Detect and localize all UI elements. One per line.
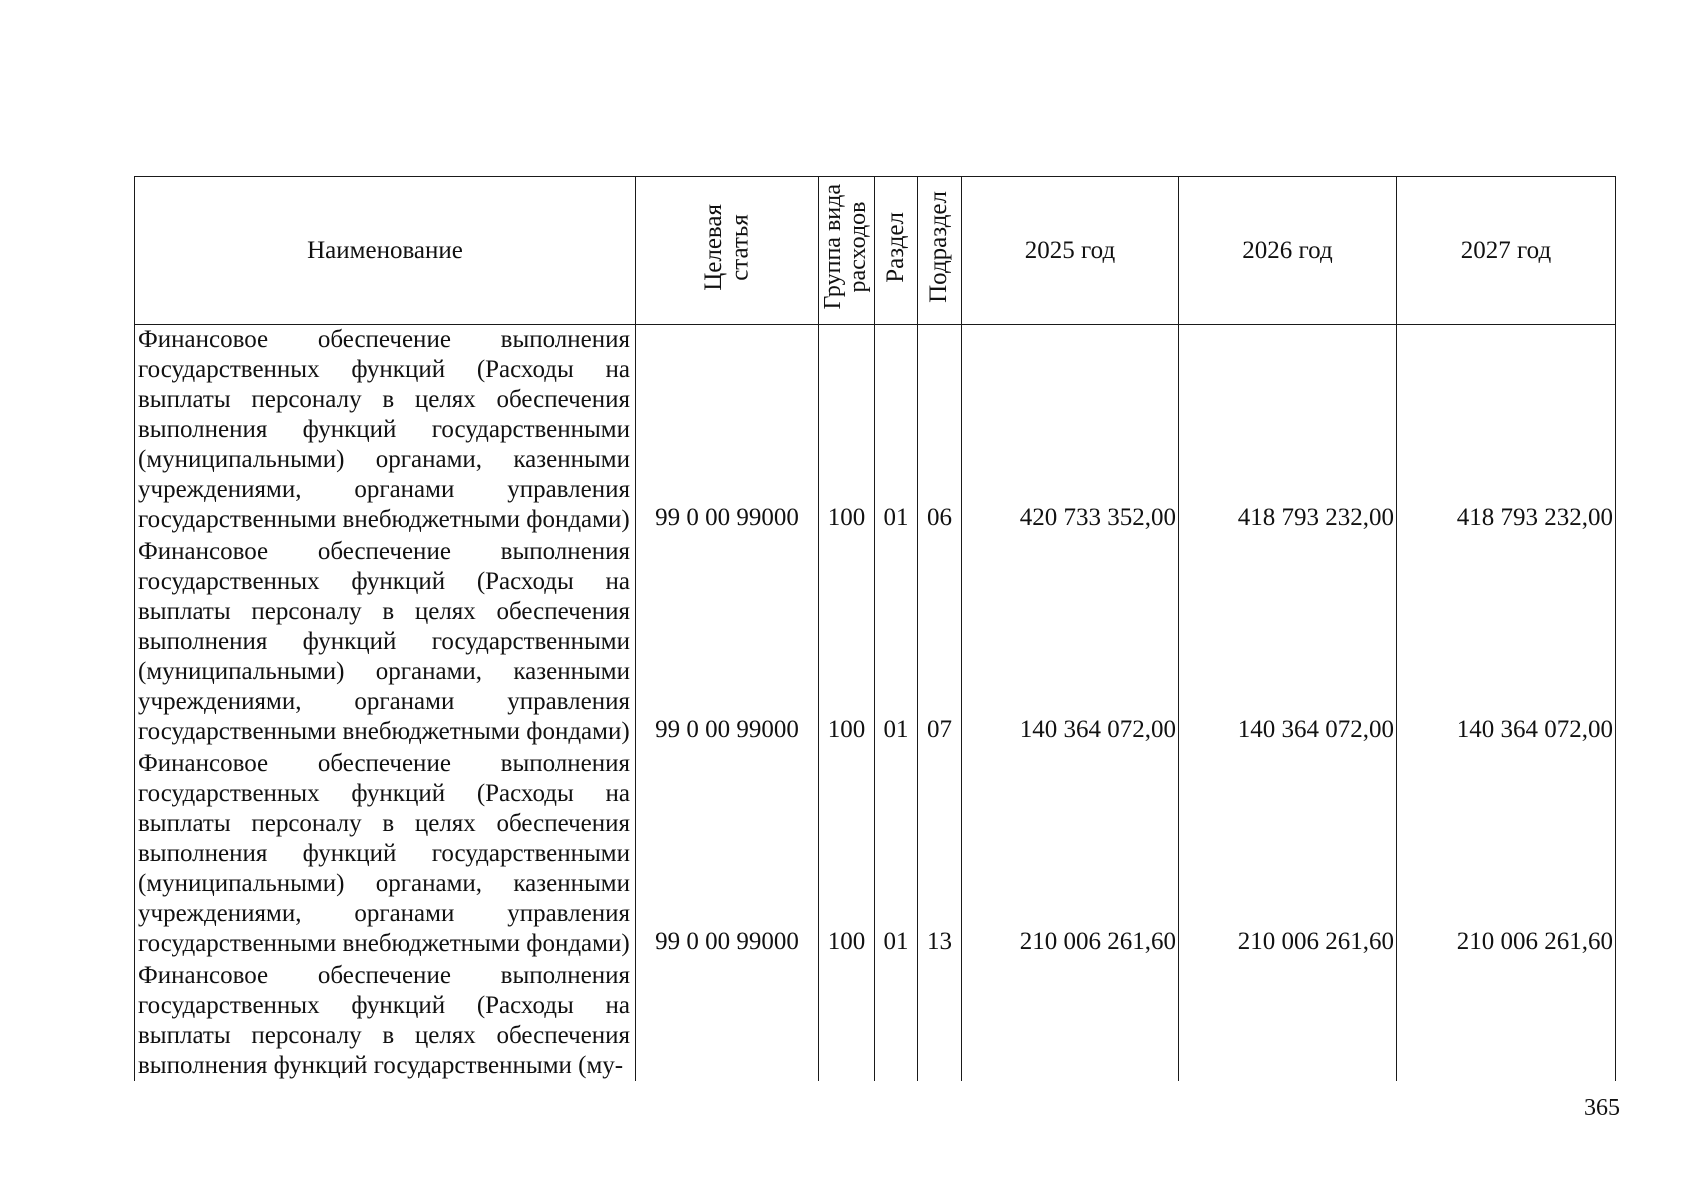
row-section [875, 961, 918, 1081]
table-row [135, 749, 1616, 961]
row-expense-group [819, 961, 875, 1081]
header-year-2027: 2027 год [1397, 177, 1616, 325]
row-year-2025: 210 006 261,60 [962, 749, 1179, 961]
row-section: 01 [875, 749, 918, 961]
row-year-2027: 140 364 072,00 [1397, 537, 1616, 749]
row-name: Финансовое обеспечение выполнения государственных функций (Расходы на выплаты персоналу в целях обеспечения выполнения функций государственными (му- [135, 961, 636, 1081]
table-row [135, 537, 1616, 749]
header-name: Наименование [135, 177, 636, 325]
row-subsection: 13 [918, 749, 962, 961]
header-expense-group: Группа вида расходов [819, 177, 875, 325]
row-target-article: 99 0 00 99000 [636, 537, 819, 749]
row-year-2025: 140 364 072,00 [962, 537, 1179, 749]
table-row [135, 961, 1616, 1081]
row-section: 01 [875, 325, 918, 537]
row-target-article [636, 961, 819, 1081]
row-year-2027 [1397, 961, 1616, 1081]
budget-table [134, 176, 1616, 1081]
row-year-2025 [962, 961, 1179, 1081]
row-section: 01 [875, 537, 918, 749]
row-expense-group: 100 [819, 537, 875, 749]
header-year-2025: 2025 год [962, 177, 1179, 325]
header-target-article: Целевая статья [636, 177, 819, 325]
header-section: Раздел [875, 177, 918, 325]
row-target-article: 99 0 00 99000 [636, 749, 819, 961]
row-year-2026 [1179, 961, 1397, 1081]
row-subsection [918, 961, 962, 1081]
row-expense-group: 100 [819, 749, 875, 961]
row-expense-group: 100 [819, 325, 875, 537]
header-year-2026: 2026 год [1179, 177, 1397, 325]
row-subsection: 06 [918, 325, 962, 537]
row-year-2027: 418 793 232,00 [1397, 325, 1616, 537]
row-year-2026: 418 793 232,00 [1179, 325, 1397, 537]
table-header-row [135, 177, 1616, 325]
row-year-2025: 420 733 352,00 [962, 325, 1179, 537]
row-target-article: 99 0 00 99000 [636, 325, 819, 537]
row-year-2026: 210 006 261,60 [1179, 749, 1397, 961]
row-subsection: 07 [918, 537, 962, 749]
row-name: Финансовое обеспечение выполнения государственных функций (Расходы на выплаты персоналу в целях обеспечения выполнения функций государственными (муниципальными) органами, казенными учреждениями, органами управления государственными внебюджетными фондами) [135, 537, 636, 749]
page-number: 365 [1584, 1095, 1620, 1121]
row-name: Финансовое обеспечение выполнения государственных функций (Расходы на выплаты персоналу в целях обеспечения выполнения функций государственными (муниципальными) органами, казенными учреждениями, органами управления государственными внебюджетными фондами) [135, 749, 636, 961]
row-year-2026: 140 364 072,00 [1179, 537, 1397, 749]
row-name: Финансовое обеспечение выполнения государственных функций (Расходы на выплаты персоналу в целях обеспечения выполнения функций государственными (муниципальными) органами, казенными учреждениями, органами управления государственными внебюджетными фондами) [135, 325, 636, 537]
header-subsection: Подраздел [918, 177, 962, 325]
row-year-2027: 210 006 261,60 [1397, 749, 1616, 961]
table-row [135, 325, 1616, 537]
